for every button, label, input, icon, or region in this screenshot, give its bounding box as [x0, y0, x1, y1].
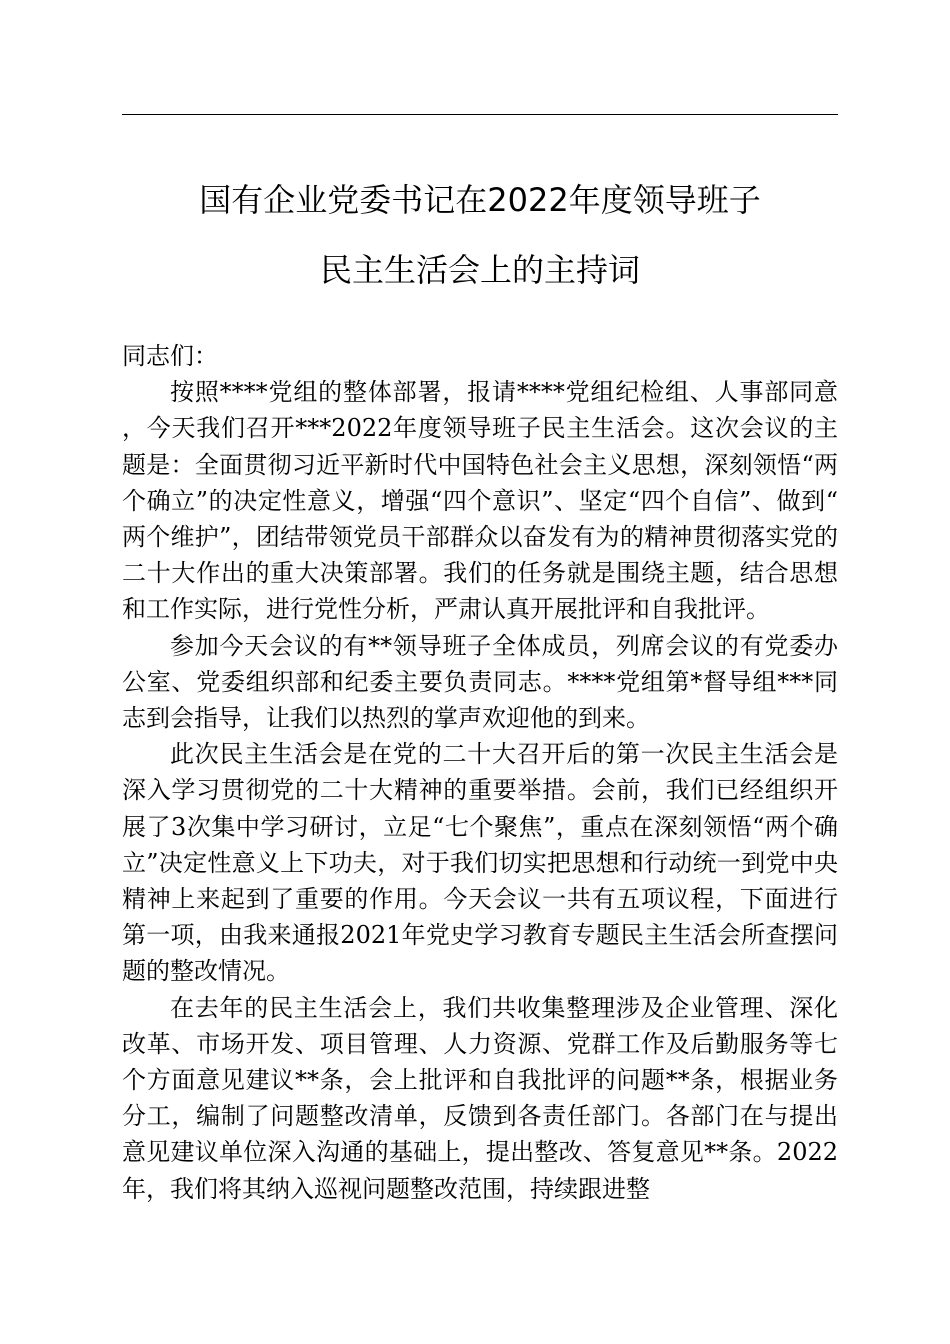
- paragraph-1: 按照****党组的整体部署，报请****党组纪检组、人事部同意，今天我们召开***2022年度领导班子民主生活会。这次会议的主题是：全面贯彻习近平新时代中国特色社会主义思想，深刻领悟“两个确立”的决定性意义，增强“四个意识”、坚定“四个自信”、做到“两个维护”，团结带领党员干部群众以奋发有为的精神贯彻落实党的二十大作出的重大决策部署。我们的任务就是围绕主题，结合思想和工作实际，进行党性分析，严肃认真开展批评和自我批评。: [122, 378, 838, 624]
- paragraph-2: 参加今天会议的有**领导班子全体成员，列席会议的有党委办公室、党委组织部和纪委主要负责同志。****党组第*督导组***同志到会指导，让我们以热烈的掌声欢迎他的到来。: [122, 631, 838, 733]
- document-title-line-1: 国有企业党委书记在2022年度领导班子: [199, 181, 761, 219]
- document-body: [122, 338, 838, 1207]
- paragraph-4: 在去年的民主生活会上，我们共收集整理涉及企业管理、深化改革、市场开发、项目管理、人力资源、党群工作及后勤服务等七个方面意见建议**条，会上批评和自我批评的问题**条，根据业务分工，编制了问题整改清单，反馈到各责任部门。各部门在与提出意见建议单位深入沟通的基础上，提出整改、答复意见**条。2022年，我们将其纳入巡视问题整改范围，持续跟进整: [122, 993, 838, 1203]
- document-title-line-2: 民主生活会上的主持词: [319, 251, 640, 289]
- header-rule: [122, 114, 838, 115]
- paragraph-3: 此次民主生活会是在党的二十大召开后的第一次民主生活会是深入学习贯彻党的二十大精神的重要举措。会前，我们已经组织开展了3次集中学习研讨，立足“七个聚焦”，重点在深刻领悟“两个确立”决定性意义上下功夫，对于我们切实把思想和行动统一到党中央精神上来起到了重要的作用。今天会议一共有五项议程，下面进行第一项，由我来通报2021年党史学习教育专题民主生活会所查摆问题的整改情况。: [122, 740, 838, 986]
- salutation: 同志们：: [122, 342, 218, 370]
